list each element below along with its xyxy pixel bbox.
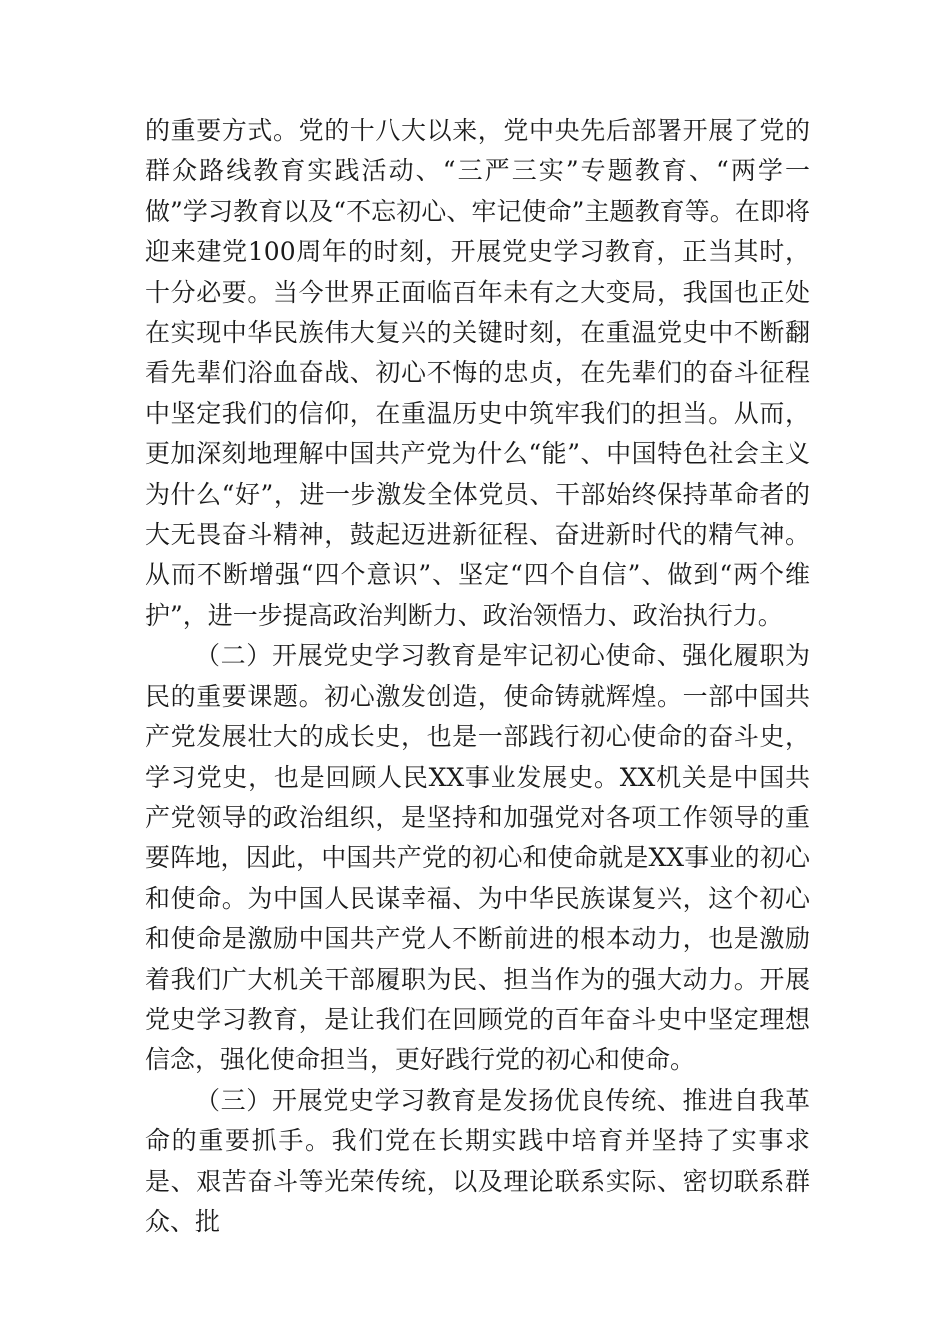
paragraph-section-three: （三）开展党史学习教育是发扬优良传统、推进自我革命的重要抓手。我们党在长期实践中培育并坚持了实事求是、艰苦奋斗等光荣传统，以及理论联系实际、密切联系群众、批 bbox=[145, 1085, 810, 1236]
paragraph-continuation: 的重要方式。党的十八大以来，党中央先后部署开展了党的群众路线教育实践活动、“三严三实”专题教育、“两学一做”学习教育以及“不忘初心、牢记使命”主题教育等。在即将迎来建党100周年的时刻，开展党史学习教育，正当其时，十分必要。当今世界正面临百年未有之大变局，我国也正处在实现中华民族伟大复兴的关键时刻，在重温党史中不断翻看先辈们浴血奋战、初心不悔的忠贞，在先辈们的奋斗征程中坚定我们的信仰，在重温历史中筑牢我们的担当。从而，更加深刻地理解中国共产党为什么“能”、中国特色社会主义为什么“好”，进一步激发全体党员、干部始终保持革命者的大无畏奋斗精神，鼓起迈进新征程、奋进新时代的精气神。从而不断增强“四个意识”、坚定“四个自信”、做到“两个维护”，进一步提高政治判断力、政治领悟力、政治执行力。 bbox=[145, 116, 810, 630]
document-body bbox=[145, 111, 810, 1242]
paragraph-section-two: （二）开展党史学习教育是牢记初心使命、强化履职为民的重要课题。初心激发创造，使命铸就辉煌。一部中国共产党发展壮大的成长史，也是一部践行初心使命的奋斗史，学习党史，也是回顾人民XX事业发展史。XX机关是中国共产党领导的政治组织，是坚持和加强党对各项工作领导的重要阵地，因此，中国共产党的初心和使命就是XX事业的初心和使命。为中国人民谋幸福、为中华民族谋复兴，这个初心和使命是激励中国共产党人不断前进的根本动力，也是激励着我们广大机关干部履职为民、担当作为的强大动力。开展党史学习教育，是让我们在回顾党的百年奋斗史中坚定理想信念，强化使命担当，更好践行党的初心和使命。 bbox=[145, 641, 810, 1075]
